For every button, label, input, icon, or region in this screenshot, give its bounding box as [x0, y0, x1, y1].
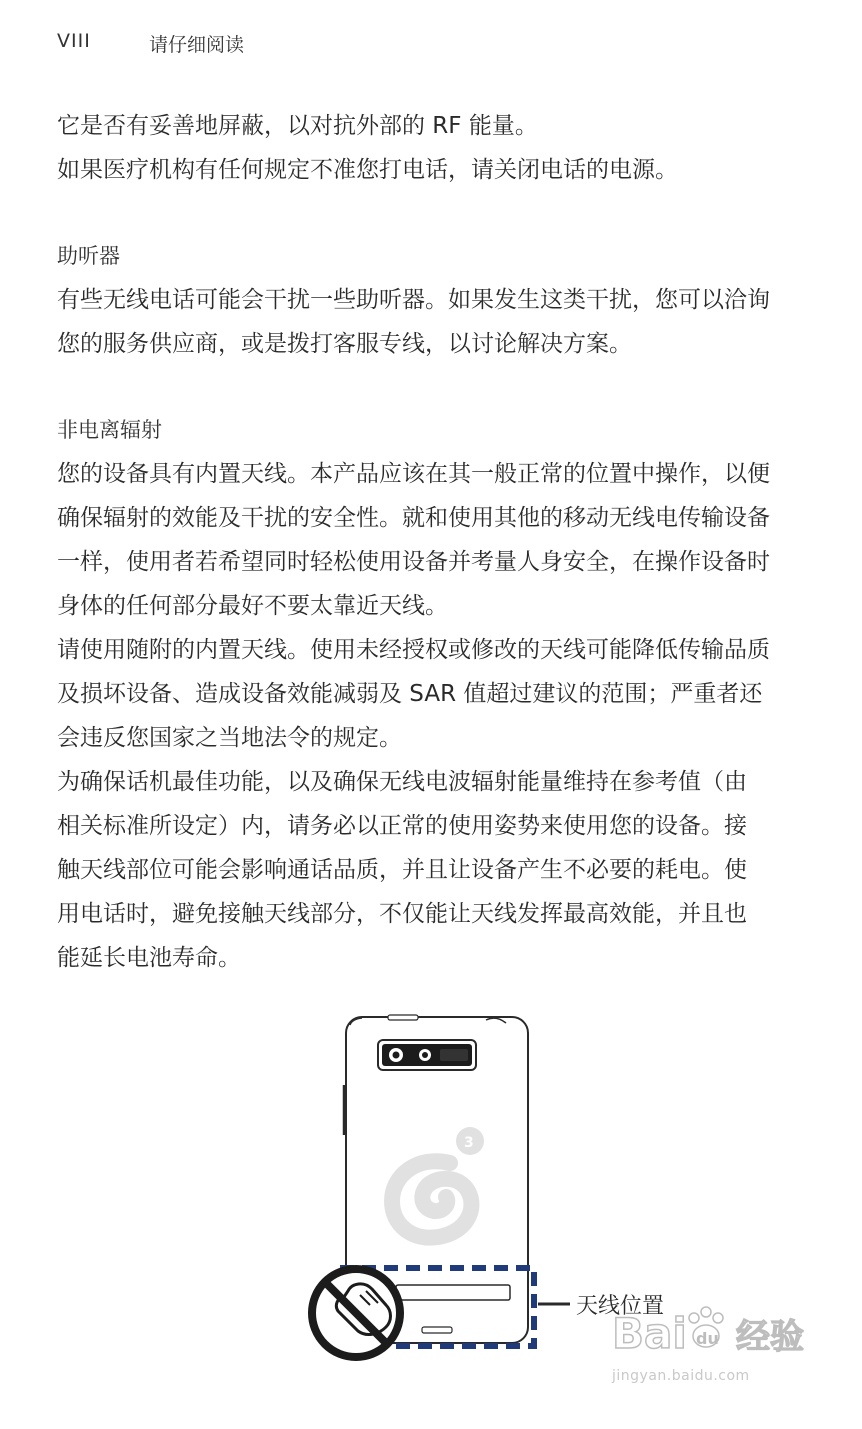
text-line: 您的服务供应商，或是拨打客服专线，以讨论解决方案。 [57, 331, 632, 357]
text-line: 用电话时，避免接触天线部分，不仅能让天线发挥最高效能，并且也 [57, 901, 747, 927]
text-line: 确保辐射的效能及干扰的安全性。就和使用其他的移动无线电传输设备 [57, 505, 770, 531]
antenna-position-label: 天线位置 [576, 1294, 665, 1319]
text-line: 及损坏设备、造成设备效能减弱及 SAR 值超过建议的范围；严重者还 [57, 681, 763, 707]
text-line: 能延长电池寿命。 [57, 945, 241, 971]
text-line: 它是否有妥善地屏蔽，以对抗外部的 RF 能量。 [57, 113, 538, 139]
watermark-logo-paw-text: du [696, 1329, 719, 1348]
no-touch-icon [312, 1269, 400, 1357]
text-line: 身体的任何部分最好不要太靠近天线。 [57, 593, 448, 619]
paragraph-gap [57, 366, 817, 408]
paragraph-gap [57, 192, 817, 234]
text-line: 一样，使用者若希望同时轻松使用设备并考量人身安全，在操作设备时 [57, 549, 770, 575]
page-number: VIII [57, 30, 91, 52]
baidu-jingyan-watermark [610, 1300, 810, 1366]
text-line: 会违反您国家之当地法令的规定。 [57, 725, 402, 751]
text-line: 触天线部位可能会影响通话品质，并且让设备产生不必要的耗电。使 [57, 857, 747, 883]
watermark-logo-suffix: 经验 [736, 1317, 804, 1357]
document-body [57, 104, 817, 980]
text-line: 为确保话机最佳功能，以及确保无线电波辐射能量维持在参考值（由 [57, 769, 747, 795]
text-line: 相关标准所设定）内，请务必以正常的使用姿势来使用您的设备。接 [57, 813, 747, 839]
watermark-url: jingyan.baidu.com [612, 1368, 750, 1384]
text-line: 有些无线电话可能会干扰一些助听器。如果发生这类干扰，您可以洽询 [57, 287, 770, 313]
watermark-logo-text: Bai [612, 1309, 687, 1358]
text-line: 您的设备具有内置天线。本产品应该在其一般正常的位置中操作，以便 [57, 461, 770, 487]
svg-text:3: 3 [464, 1135, 474, 1151]
section-title: 请仔细阅读 [149, 34, 245, 56]
text-line: 请使用随附的内置天线。使用未经授权或修改的天线可能降低传输品质 [57, 637, 770, 663]
section-heading: 非电离辐射 [57, 418, 162, 442]
section-heading: 助听器 [57, 244, 120, 268]
text-line: 如果医疗机构有任何规定不准您打电话，请关闭电话的电源。 [57, 157, 678, 183]
